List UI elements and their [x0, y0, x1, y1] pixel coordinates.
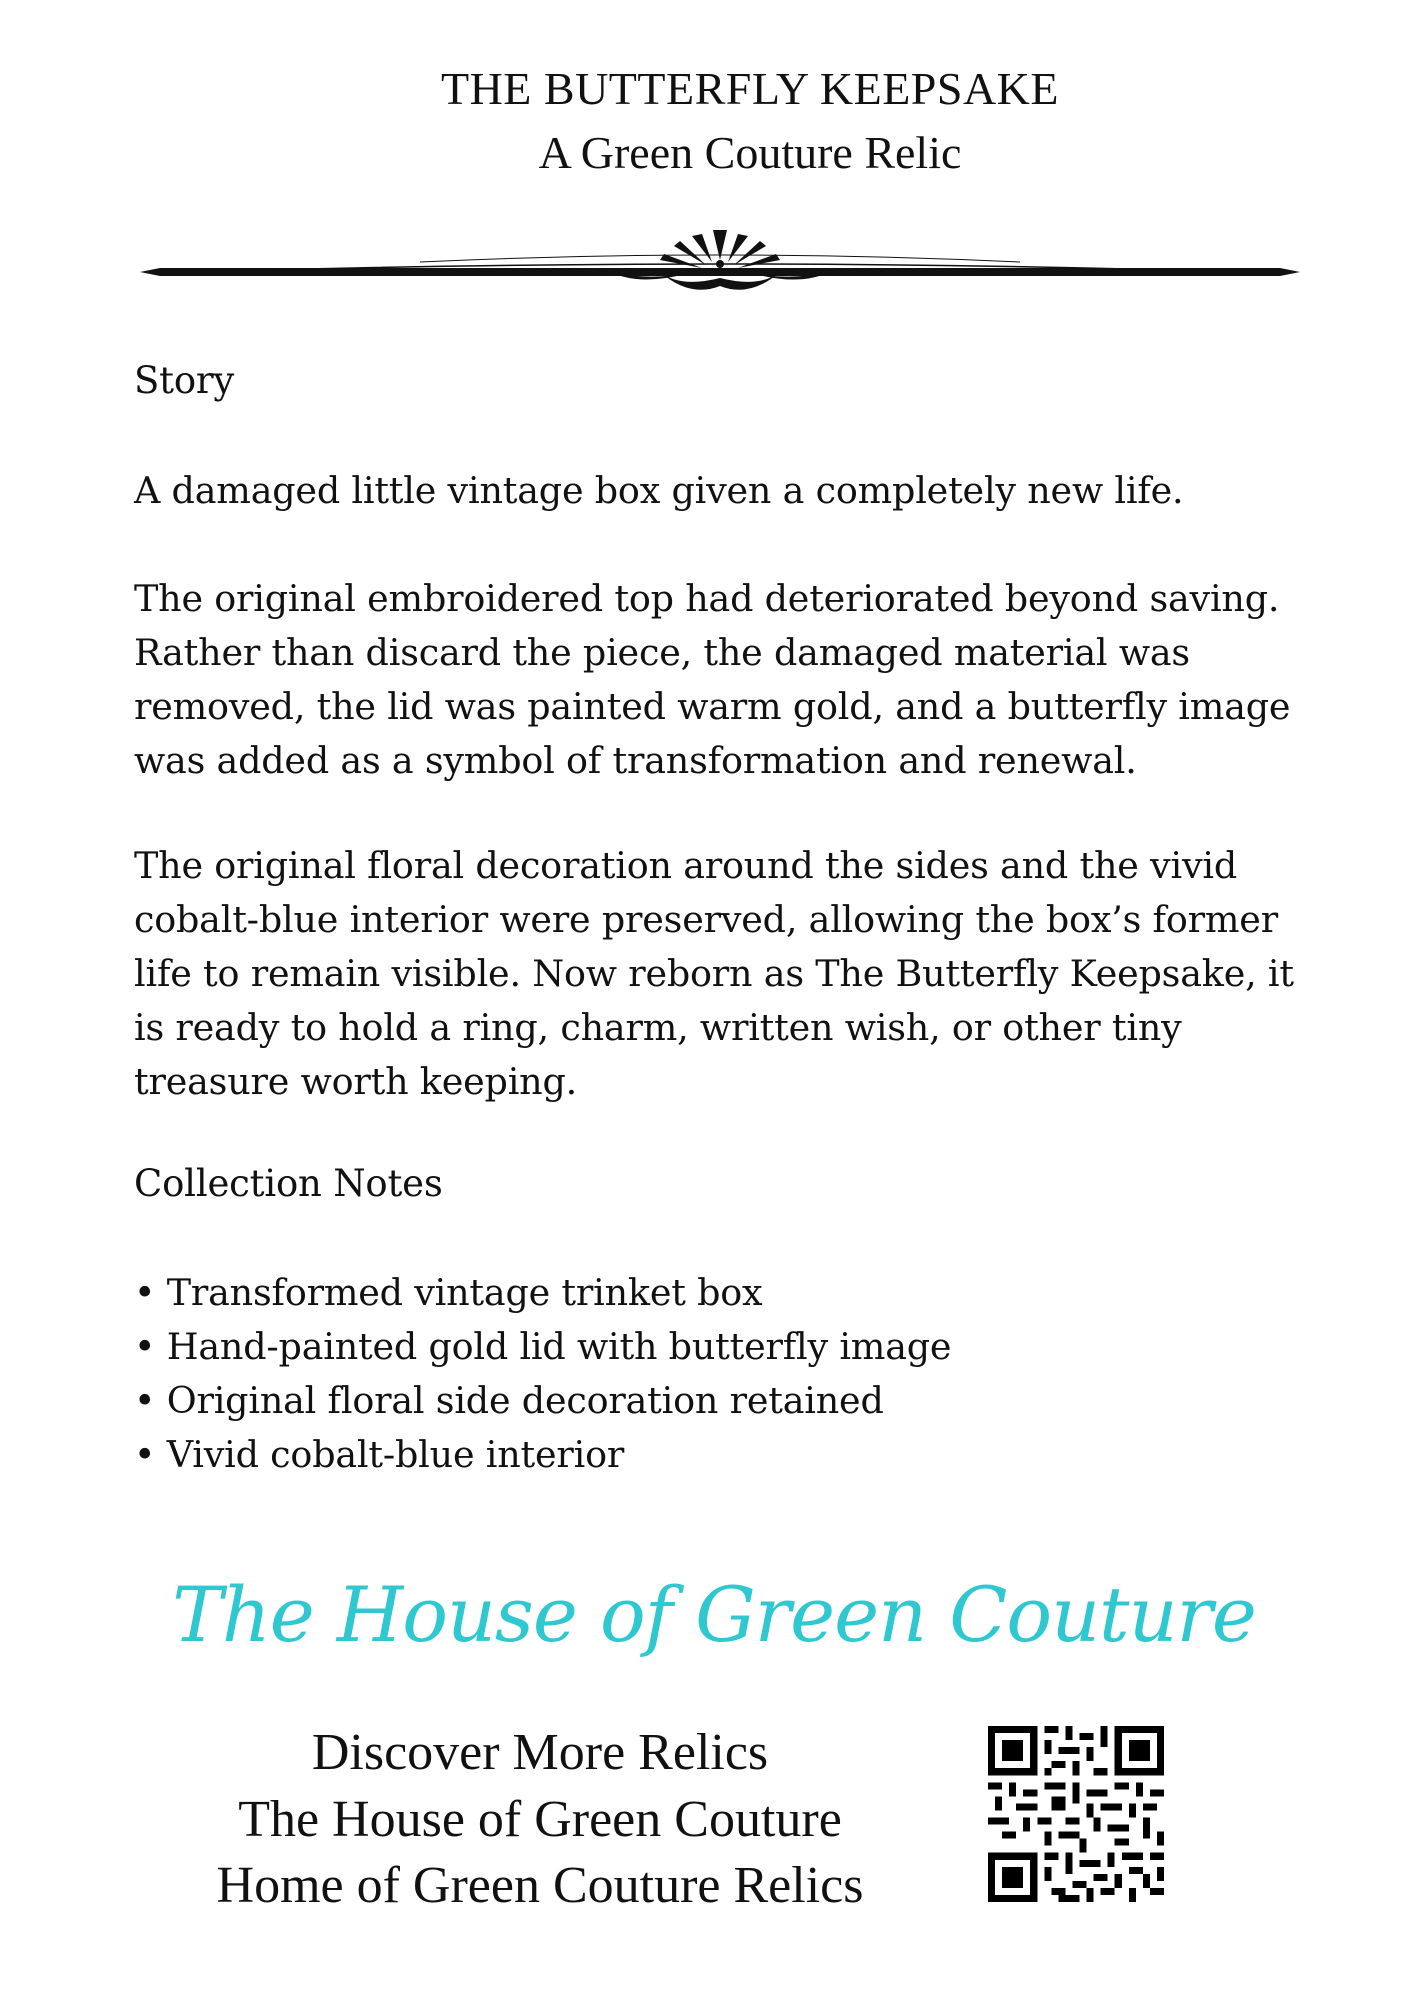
list-item: • Vivid cobalt-blue interior — [134, 1433, 625, 1476]
page-title: THE BUTTERFLY KEEPSAKE — [440, 63, 1059, 114]
qr-code-icon[interactable] — [988, 1726, 1164, 1902]
page-subtitle: A Green Couture Relic — [538, 127, 962, 178]
ornamental-divider-icon — [140, 228, 1300, 308]
brand-logo-script: The House of Green Couture — [172, 1570, 1256, 1659]
footer-line: Discover More Relics — [311, 1724, 769, 1781]
list-item: • Hand-painted gold lid with butterfly image — [134, 1325, 952, 1368]
footer-line: The House of Green Couture — [238, 1791, 842, 1848]
list-item: • Transformed vintage trinket box — [134, 1271, 763, 1314]
story-heading: Story — [134, 359, 235, 402]
story-paragraph: A damaged little vintage box given a completely new life. — [134, 469, 1184, 512]
footer-line: Home of Green Couture Relics — [216, 1857, 864, 1914]
story-paragraph: The original embroidered top had deteriorated beyond saving. Rather than discard the piece, the damaged material was removed, the lid was painted warm gold, and a butterfly image was added as a symbol of transformation and renewal. — [134, 577, 1291, 782]
collection-notes-heading: Collection Notes — [134, 1162, 443, 1205]
collection-notes-list — [134, 1266, 1324, 1482]
list-item: • Original floral side decoration retained — [134, 1379, 884, 1422]
story-paragraph: The original floral decoration around the sides and the vivid cobalt-blue interior were preserved, allowing the box’s former life to remain visible. Now reborn as The Butterfly Keepsake, it is ready to hold a ring, charm, written wish, or other tiny treasure worth keeping. — [134, 844, 1294, 1103]
